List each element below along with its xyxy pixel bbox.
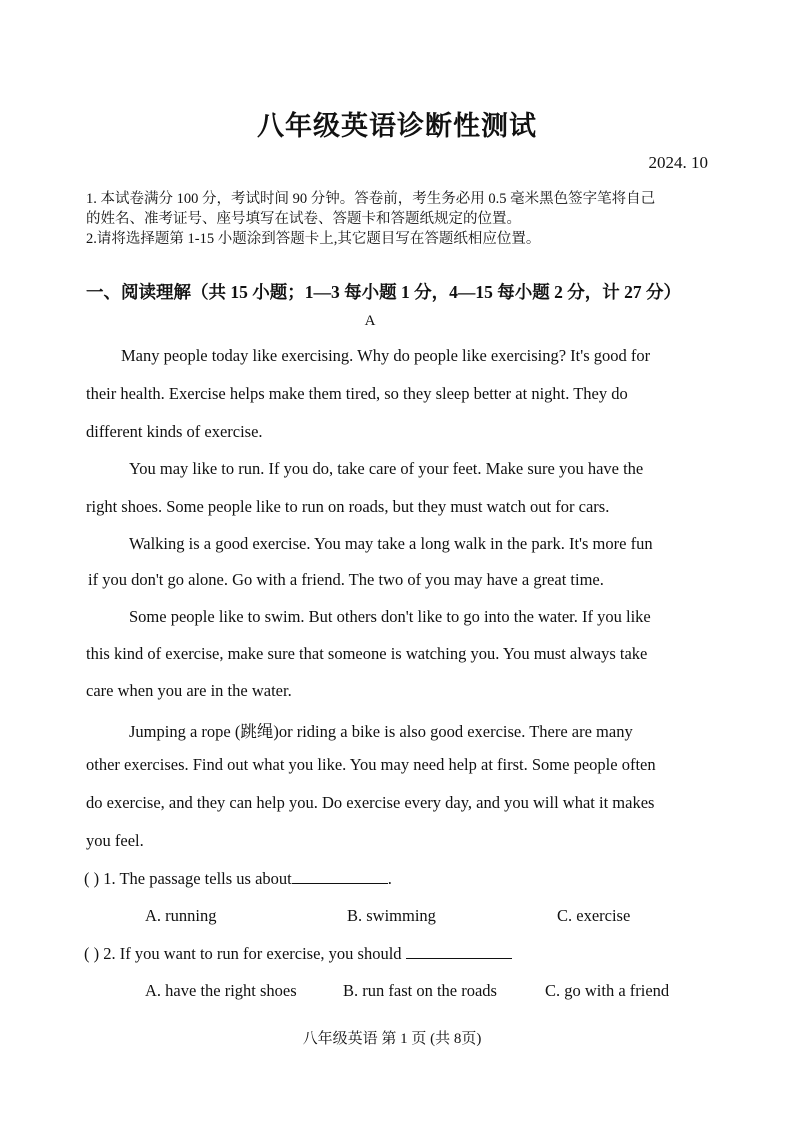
question-1	[84, 869, 392, 889]
passage-line: this kind of exercise, make sure that someone is watching you. You must always take	[86, 644, 648, 663]
question-stem: 1. The passage tells us about	[103, 869, 292, 888]
question-end: .	[387, 869, 392, 888]
passage-line: care when you are in the water.	[86, 681, 292, 700]
question-2	[84, 944, 512, 964]
passage-label: A	[364, 313, 376, 329]
passage-line: Jumping a rope (跳绳)or riding a bike is also good exercise. There are many	[129, 722, 633, 741]
passage-line: their health. Exercise helps make them tired, so they sleep better at night. They do	[86, 384, 628, 403]
section-heading: 一、阅读理解（共 15 小题；1—3 每小题 1 分，4—15 每小题 2 分，计 27 分）	[86, 282, 681, 302]
passage-line: you feel.	[86, 831, 144, 850]
instruction-line: 1. 本试卷满分 100 分，考试时间 90 分钟。答卷前，考生务必用 0.5 毫米黑色签字笔将自己	[86, 191, 656, 207]
option-b: B. swimming	[347, 906, 436, 925]
page-footer: 八年级英语 第 1 页 (共 8页)	[302, 1031, 482, 1047]
passage-line: if you don't go alone. Go with a friend. The two of you may have a great time.	[88, 570, 604, 589]
passage-line: You may like to run. If you do, take care of your feet. Make sure you have the	[129, 459, 644, 478]
answer-blank	[406, 944, 512, 959]
question-stem: 2. If you want to run for exercise, you should	[103, 944, 402, 963]
passage-line: Some people like to swim. But others don't like to go into the water. If you like	[129, 607, 651, 626]
exam-date: 2024. 10	[648, 153, 708, 172]
passage-line: other exercises. Find out what you like. You may need help at first. Some people often	[86, 755, 656, 774]
option-c: C. exercise	[557, 906, 631, 925]
passage-line: different kinds of exercise.	[86, 422, 263, 441]
passage-line: Walking is a good exercise. You may take a long walk in the park. It's more fun	[129, 534, 653, 553]
instruction-line: 2.请将选择题第 1-15 小题涂到答题卡上,其它题目写在答题纸相应位置。	[86, 231, 541, 247]
option-a: A. running	[145, 906, 217, 925]
option-b: B. run fast on the roads	[343, 981, 497, 1000]
option-c: C. go with a friend	[545, 981, 670, 1000]
passage-line: right shoes. Some people like to run on roads, but they must watch out for cars.	[86, 497, 610, 516]
answer-bracket[interactable]: ( )	[84, 869, 100, 888]
page-title: 八年级英语诊断性测试	[257, 111, 537, 141]
option-a: A. have the right shoes	[145, 981, 297, 1000]
passage-line: Many people today like exercising. Why do people like exercising? It's good for	[121, 346, 651, 365]
answer-bracket[interactable]: ( )	[84, 944, 100, 963]
answer-blank	[292, 869, 388, 884]
passage-line: do exercise, and they can help you. Do exercise every day, and you will what it makes	[86, 793, 655, 812]
instruction-line: 的姓名、准考证号、座号填写在试卷、答题卡和答题纸规定的位置。	[86, 211, 521, 227]
